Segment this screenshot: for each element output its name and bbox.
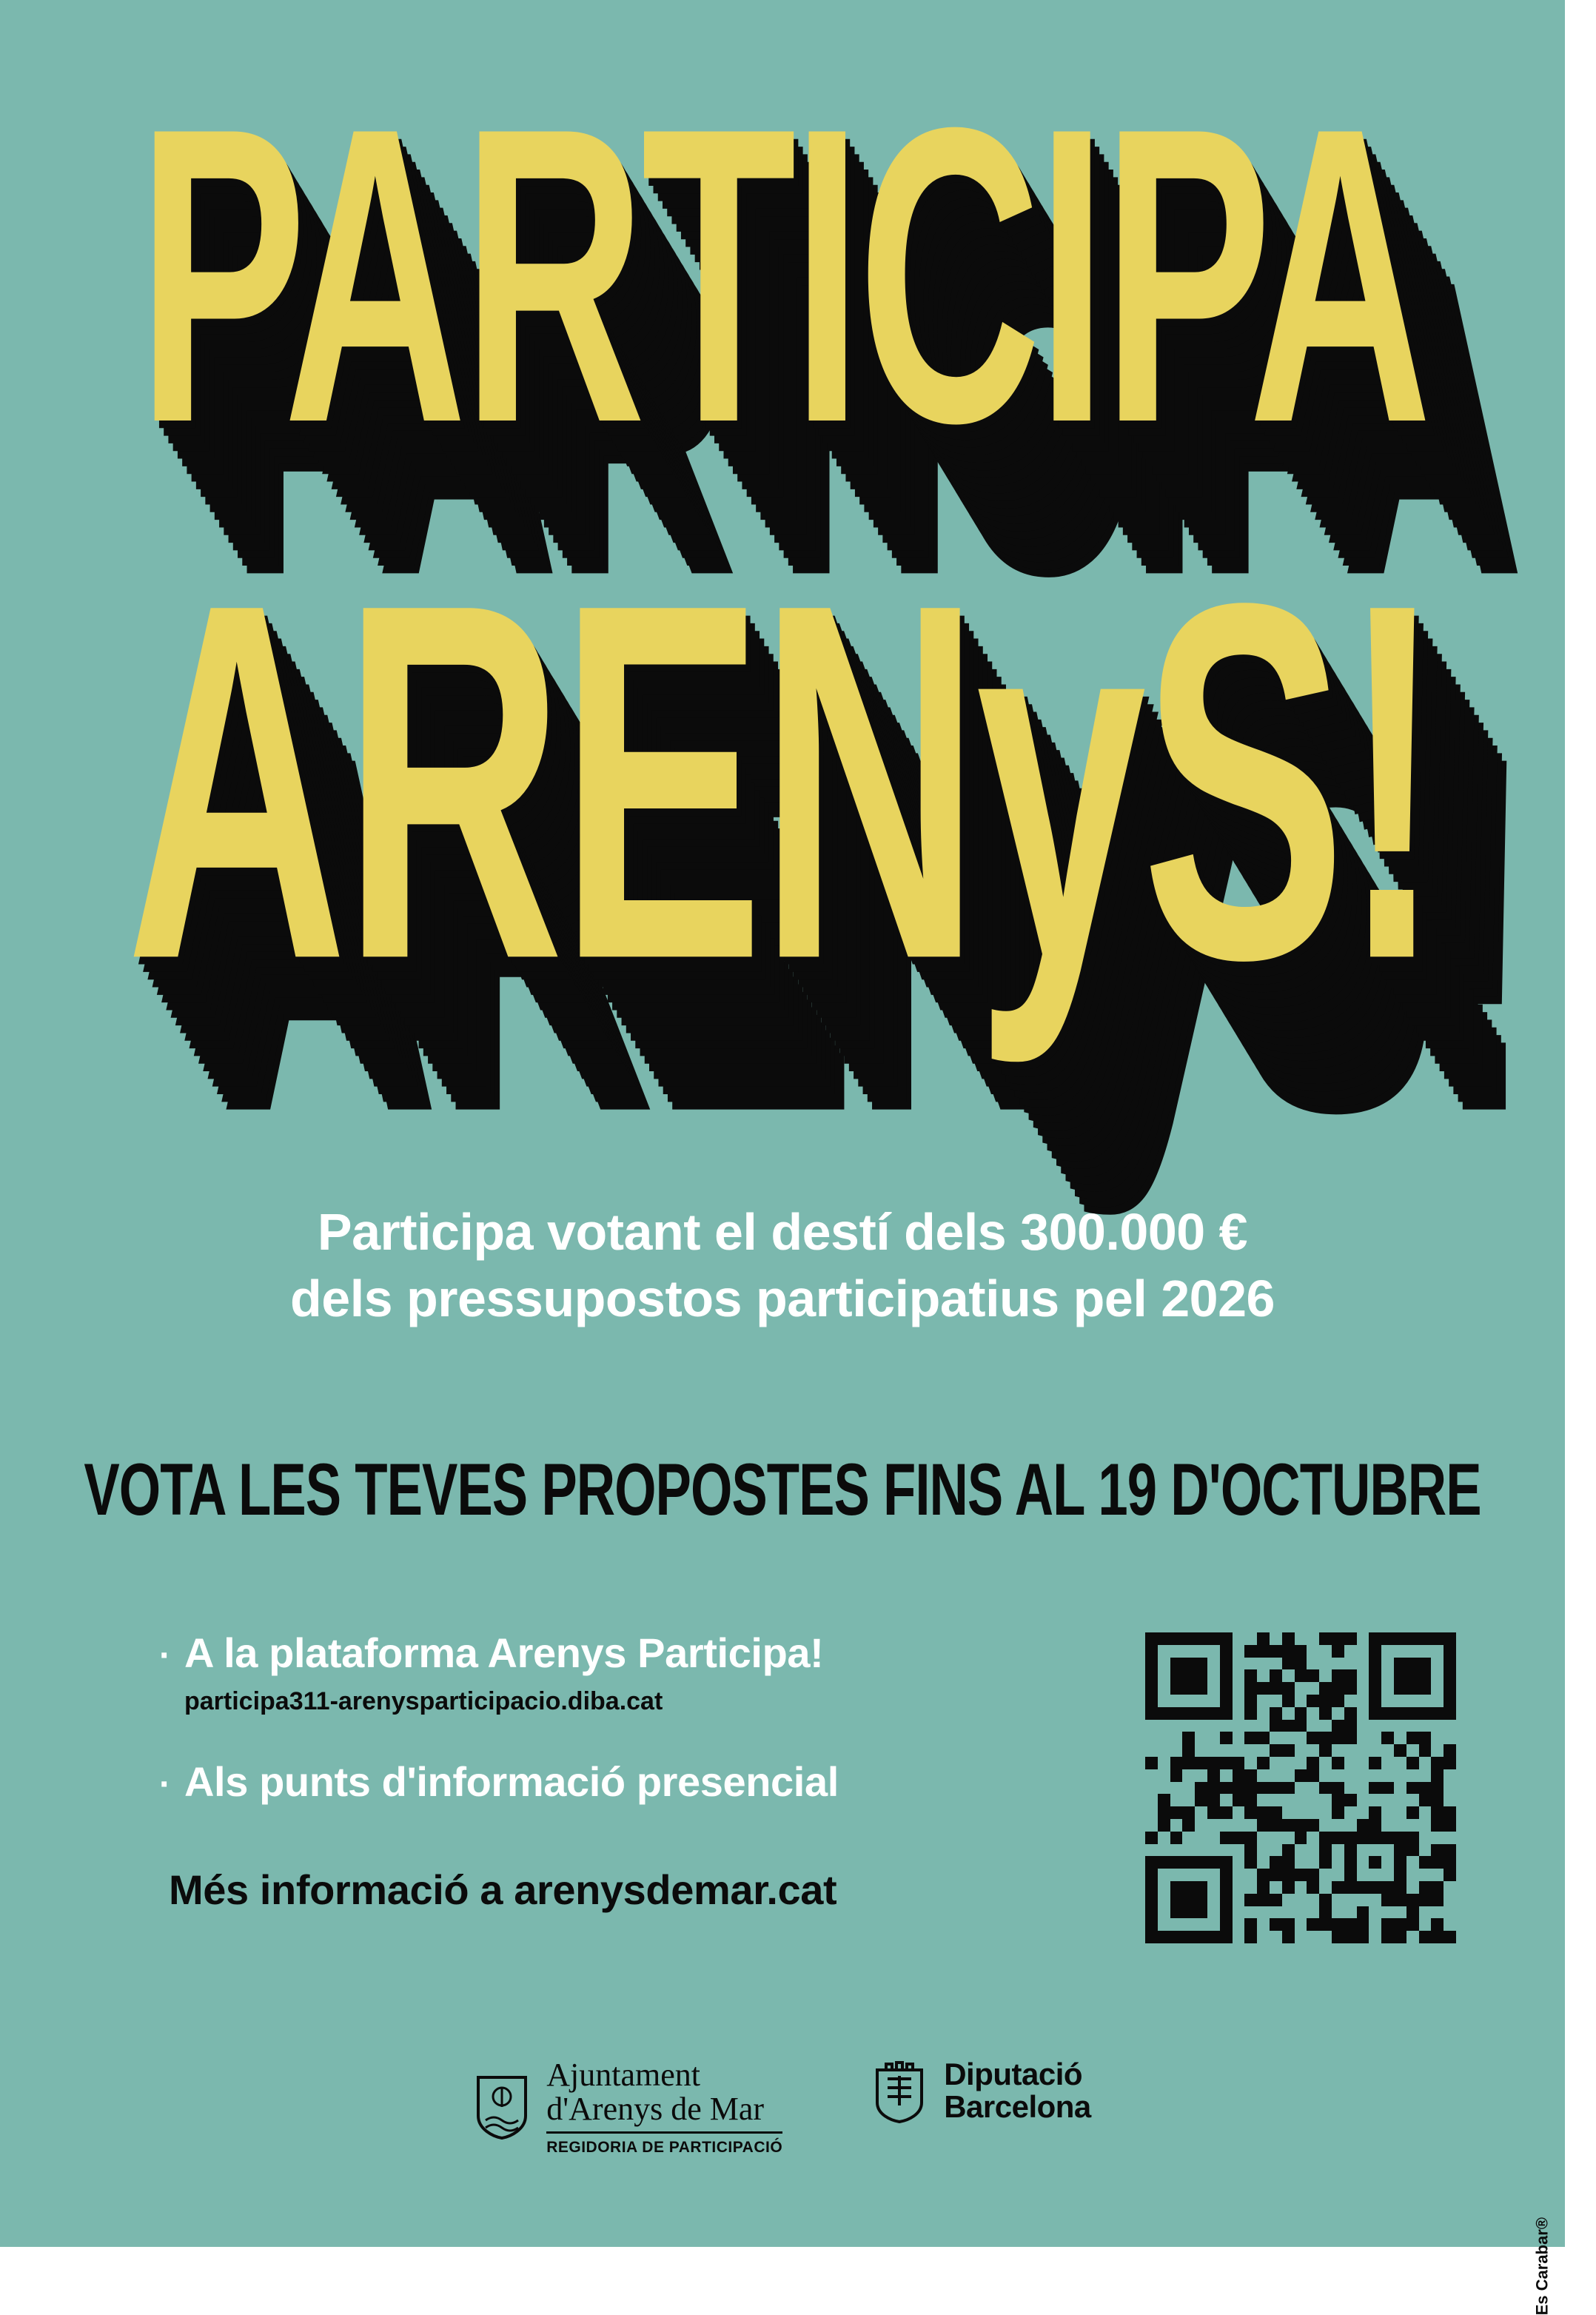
spacer (159, 1716, 1107, 1758)
credit-text: Es Carabar® (1532, 2217, 1551, 2315)
subtitle-line-1: Participa votant el destí dels 300.000 € (317, 1203, 1248, 1261)
logo-line-1: Diputació (944, 2057, 1083, 2091)
deadline-text: VOTA LES TEVES PROPOSTES FINS AL 19 D'OCTUBRE (84, 1448, 1481, 1531)
logo-line-2: d'Arenys de Mar (546, 2091, 765, 2128)
list-item (159, 1629, 1107, 1677)
qr-code-matrix (1145, 1632, 1456, 1943)
footer-logos (0, 2058, 1565, 2156)
channels-list (159, 1629, 1107, 1806)
logo-diputacio-text (944, 2058, 1091, 2123)
headline-line-2: ARENyS! (126, 499, 1439, 1065)
platform-url[interactable]: participa311-arenysparticipacio.diba.cat (184, 1687, 663, 1715)
logo-line-3: REGIDORIA DE PARTICIPACIÓ (546, 2139, 783, 2157)
subtitle (96, 1199, 1469, 1332)
divider (546, 2131, 782, 2134)
logo-ajuntament-text (546, 2058, 782, 2156)
subtitle-line-2: dels pressupostos participatius pel 2026 (290, 1269, 1275, 1327)
bullet-dot-icon: · (159, 1765, 171, 1804)
list-item (159, 1758, 1107, 1806)
bullet-dot-icon: · (159, 1636, 171, 1675)
headline-block (0, 39, 1565, 1162)
qr-code[interactable] (1145, 1632, 1456, 1943)
list-item-label: A la plataforma Arenys Participa! (184, 1629, 824, 1676)
logo-ajuntament-arenys-de-mar (474, 2058, 782, 2156)
logo-diputacio-barcelona (871, 2058, 1091, 2123)
logo-line-2: Barcelona (944, 2089, 1091, 2125)
list-item-label: Als punts d'informació presencial (184, 1758, 839, 1805)
more-info-text[interactable]: Més informació a arenysdemar.cat (169, 1866, 837, 1913)
crest-diputacio-icon (871, 2058, 928, 2123)
logo-line-1: Ajuntament (546, 2057, 700, 2093)
crest-arenys-icon (474, 2074, 530, 2140)
headline-line-1: PARTICIPA (137, 39, 1428, 510)
